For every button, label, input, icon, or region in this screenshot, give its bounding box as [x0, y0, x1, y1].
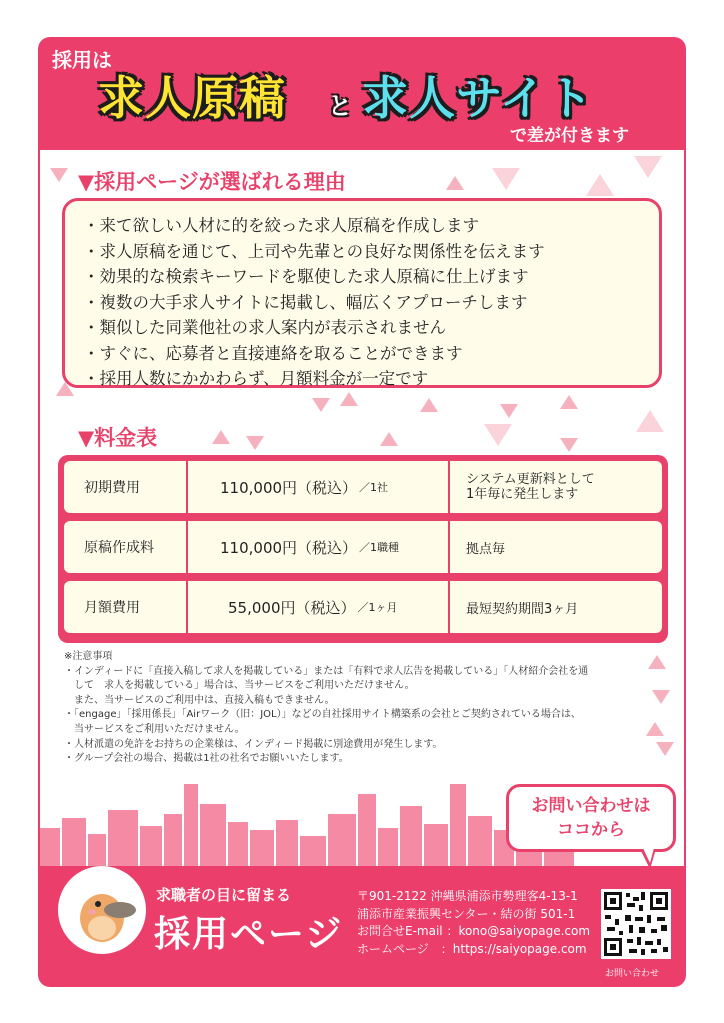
- fee-price-cell: [228, 581, 398, 633]
- footer-catchphrase: 求職者の目に留まる: [156, 886, 292, 904]
- fee-row-initial: [64, 461, 662, 513]
- reason-item: ・複数の大手求人サイトに掲載し、幅広くアプローチします: [83, 292, 528, 312]
- divider: [186, 521, 188, 573]
- fee-row-monthly: [64, 581, 662, 633]
- footer-email[interactable]: お問合せE-mail ：kono@saiyopage.com: [357, 924, 591, 938]
- fee-row-manuscript: [64, 521, 662, 573]
- footer-homepage[interactable]: ホームページ ：https://saiyopage.com: [357, 941, 587, 956]
- fee-label: 初期費用: [84, 480, 140, 496]
- contact-callout-line1: お問い合わせは: [531, 796, 651, 816]
- note-line: して 求人を掲載している」場合は、当サービスをご利用いただけません。: [64, 680, 415, 692]
- header-tail: で差が付きます: [510, 126, 629, 146]
- note-line: ・「engage」「採用係長」「Airワーク（旧：JOL）」などの自社採用サイト構築系の会社とご契約されている場合は、: [64, 709, 581, 721]
- note-line: 当サービスをご利用いただけません。: [64, 723, 245, 735]
- notes-heading: ※注意事項: [64, 651, 113, 662]
- fee-note: 最短契約期間3ヶ月: [466, 601, 579, 617]
- divider: [448, 521, 450, 573]
- footer-contact-info: [357, 888, 590, 958]
- fee-unit: ／1ヶ月: [357, 601, 398, 614]
- callout-tail-inner: [643, 848, 654, 863]
- note-line: ・インディードに「直接入稿して求人を掲載している」または「有料で求人広告を掲載している」「人材紹介会社を通: [64, 665, 589, 677]
- footer-address: 浦添市産業振興センター・結の街 501-1: [357, 906, 576, 921]
- divider: [448, 461, 450, 513]
- fee-unit: ／1社: [359, 481, 389, 494]
- fee-price: 110,000円（税込）: [220, 538, 358, 557]
- fee-price-cell: [220, 461, 388, 513]
- header-connector: と: [328, 92, 352, 120]
- note-line: ・人材派遣の免許をお持ちの企業様は、インディード掲載に別途費用が発生します。: [64, 738, 443, 750]
- reason-item: ・求人原稿を通じて、上司や先輩との良好な関係性を伝えます: [83, 241, 545, 261]
- fee-table: [58, 455, 668, 643]
- fee-label: 原稿作成料: [84, 540, 154, 556]
- divider: [186, 461, 188, 513]
- fee-note: 拠点毎: [466, 541, 506, 557]
- fee-note: システム更新料として: [466, 472, 595, 487]
- qr-caption: お問い合わせ: [605, 969, 660, 979]
- notes-section: [64, 650, 664, 767]
- qr-code-icon[interactable]: [601, 889, 671, 959]
- footer-address: 〒901-2122 沖縄県浦添市勢理客4-13-1: [357, 889, 578, 903]
- reason-item: ・効果的な検索キーワードを駆使した求人原稿に仕上げます: [83, 267, 529, 286]
- fee-note-cell: [466, 461, 595, 513]
- contact-callout-line2: ココから: [557, 820, 625, 840]
- fee-price: 110,000円（税込）: [220, 478, 358, 497]
- note-line: ・グループ会社の場合、掲載は1社の社名でお願いいたします。: [64, 753, 349, 765]
- reason-item: ・採用人数にかかわらず、月額料金が一定です: [83, 369, 429, 388]
- fees-title: ▼料金表: [78, 426, 158, 450]
- reasons-box: [62, 198, 662, 388]
- footer-brand-logo: 採用ページ: [154, 914, 344, 955]
- header-highlight-manuscript: 求人原稿: [98, 71, 286, 125]
- header-highlight-site: 求人サイト: [362, 71, 594, 125]
- fee-note: 1年毎に発生します: [466, 487, 579, 502]
- platypus-mascot-icon: [58, 866, 146, 954]
- fee-price: 55,000円（税込）: [228, 598, 356, 617]
- fee-unit: ／1職種: [359, 541, 400, 554]
- reason-item: ・すぐに、応募者と直接連絡を取ることができます: [83, 343, 463, 363]
- reason-item: ・類似した同業他社の求人案内が表示されません: [83, 318, 446, 337]
- fee-label: 月額費用: [84, 600, 140, 616]
- divider: [448, 581, 450, 633]
- reason-item: ・来て欲しい人材に的を絞った求人原稿を作成します: [83, 216, 479, 235]
- fee-price-cell: [220, 521, 399, 573]
- reasons-title: ▼採用ページが選ばれる理由: [78, 170, 346, 194]
- note-line: また、当サービスのご利用中は、直接入稿もできません。: [64, 694, 335, 706]
- divider: [186, 581, 188, 633]
- header-lead: 採用は: [52, 48, 112, 72]
- contact-callout[interactable]: [506, 784, 676, 852]
